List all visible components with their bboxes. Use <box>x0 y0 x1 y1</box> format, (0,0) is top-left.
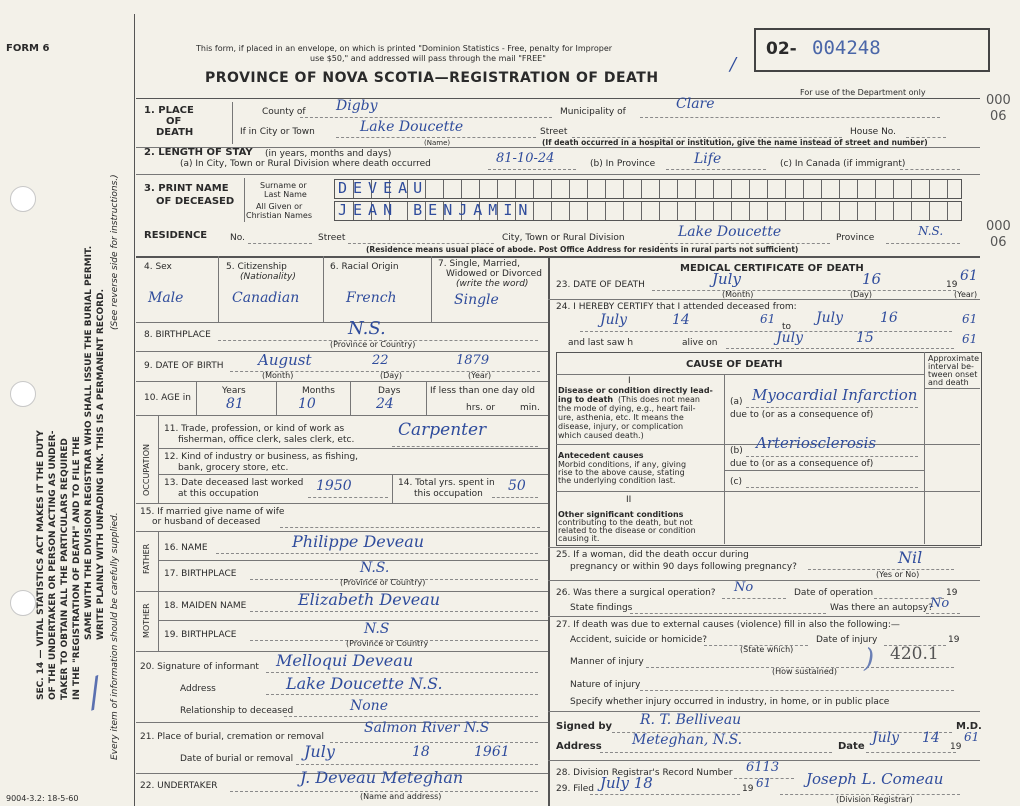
county-line <box>300 117 552 118</box>
record-number-label: 28. Division Registrar's Record Number <box>556 768 733 778</box>
cause-c-line <box>746 487 918 488</box>
disease-label: ing to death <box>558 395 614 404</box>
manner-label: Manner of injury <box>570 657 644 667</box>
side-instruction: SAME WITH THE DIVISION REGISTRAR WHO SHALL ISSUE THE BURIAL PERMIT. <box>84 245 94 640</box>
antecedent-label: rise to the above cause, stating <box>558 468 685 477</box>
dob-month-hint: (Month) <box>262 371 294 380</box>
grid-line <box>323 256 324 322</box>
nature-line <box>640 690 954 691</box>
place-of-death-label: 1. PLACE <box>144 105 194 116</box>
side-code: 06 <box>990 109 1007 124</box>
last-seen-label-b: alive on <box>682 338 718 348</box>
grid-line <box>392 474 393 503</box>
punch-hole <box>10 186 36 212</box>
occupation-12-label: 12. Kind of industry or business, as fishing, <box>164 452 359 462</box>
grid-line <box>276 381 277 415</box>
occupation-14-label: this occupation <box>414 489 483 499</box>
age-under-day: If less than one day old <box>430 386 536 396</box>
handwritten-mark: / <box>730 54 737 75</box>
occupation-13-value: 1950 <box>316 478 352 494</box>
approx-interval: tween onset <box>928 370 978 379</box>
stay-b-value: Life <box>694 151 722 167</box>
citizenship-label: 5. Citizenship <box>226 262 287 272</box>
burial-date-line <box>296 764 538 765</box>
grid-line <box>136 256 980 258</box>
informant-address-value: Lake Doucette N.S. <box>286 674 443 693</box>
attended-from-month: July <box>600 312 628 328</box>
grid-line <box>556 491 980 492</box>
burial-date-month: July <box>304 742 335 761</box>
occupation-14-line <box>492 497 538 498</box>
grid-line <box>158 415 159 503</box>
grid-line <box>548 256 550 806</box>
given-label: Christian Names <box>246 211 312 220</box>
side-instruction: (See reverse side for instructions.) <box>110 174 120 330</box>
grid-line <box>136 381 548 382</box>
side-instruction: Every item of information should be carefully supplied. <box>110 512 120 760</box>
cause-b-value: Arteriosclerosis <box>756 434 877 452</box>
burial-date-year: 1961 <box>474 744 510 760</box>
father-side-label: FATHER <box>142 543 151 574</box>
signer-address-value: Meteghan, N.S. <box>632 732 743 748</box>
grid-line <box>158 474 548 475</box>
approx-interval: and death <box>928 378 969 387</box>
grid-line <box>196 381 197 415</box>
antecedent-label: Antecedent causes <box>558 451 644 460</box>
death-date-year: 61 <box>960 268 978 284</box>
grid-line <box>548 616 980 617</box>
occupation-11-label: fisherman, office clerk, sales clerk, etc. <box>178 435 355 445</box>
mother-maiden-label: 18. MAIDEN NAME <box>164 601 247 611</box>
last-seen-label: and last saw h <box>568 338 634 348</box>
disease-label: which caused death.) <box>558 431 644 440</box>
burial-place-label: 21. Place of burial, cremation or removal <box>140 732 324 742</box>
due-to-b: due to (or as a consequence of) <box>730 459 874 469</box>
house-label: House No. <box>850 127 897 137</box>
undertaker-value: J. Deveau Meteghan <box>300 768 464 787</box>
grid-line <box>431 256 432 322</box>
other-conditions-label: causing it. <box>558 534 600 543</box>
age-hours: hrs. or <box>466 403 496 413</box>
side-code: 000 <box>986 219 1011 234</box>
residence-no-label: No. <box>230 233 245 243</box>
occupation-side-label: OCCUPATION <box>142 443 151 496</box>
city-label: If in City or Town <box>240 127 315 137</box>
attended-to: to <box>782 322 792 332</box>
death-year-hint: (Year) <box>954 290 978 299</box>
autopsy-line <box>926 613 960 614</box>
residence-note: (Residence means usual place of abode. Post Office Address for residents in rural parts not sufficient) <box>366 245 799 254</box>
grid-line <box>548 711 980 712</box>
city-name-hint: (Name) <box>424 139 451 147</box>
signer-date-day: 14 <box>922 730 940 746</box>
mother-maiden-line <box>250 611 538 612</box>
hospital-note: (If death occurred in a hospital or institution, give the name instead of street and number) <box>542 138 928 147</box>
punch-hole <box>10 590 36 616</box>
occupation-12-label: bank, grocery store, etc. <box>178 463 289 473</box>
father-birthplace-hint: (Province or Country) <box>340 578 426 587</box>
disease-label: ure, asthenia, etc. It means the <box>558 413 684 422</box>
signed-by-value: R. T. Belliveau <box>640 712 742 728</box>
mother-birthplace-value: N.S <box>364 621 390 637</box>
grid-line <box>724 470 924 471</box>
other-conditions-label: Other significant conditions <box>558 510 684 519</box>
surname-boxes <box>334 179 962 199</box>
burial-date-label: Date of burial or removal <box>180 754 294 764</box>
surgery-line <box>722 598 786 599</box>
cause-a-label: (a) <box>730 397 743 407</box>
grid-line <box>350 381 351 415</box>
stay-b-label: (b) In Province <box>590 159 656 169</box>
stay-a-value: 81-10-24 <box>496 151 555 166</box>
citizenship-value: Canadian <box>232 290 300 306</box>
age-years-value: 81 <box>226 396 244 412</box>
grid-line <box>924 388 980 389</box>
mother-side-label: MOTHER <box>142 603 151 638</box>
birthplace-value: N.S. <box>348 318 386 339</box>
cause-heading: CAUSE OF DEATH <box>686 359 783 370</box>
filed-value: July 18 <box>600 774 653 792</box>
age-days-value: 24 <box>376 396 394 412</box>
stay-a-label: (a) In City, Town or Rural Division where death occurred <box>180 159 431 169</box>
autopsy-value: No <box>930 596 950 611</box>
cause-b-label: (b) <box>730 446 743 456</box>
cause-c-label: (c) <box>730 477 742 487</box>
city-value: Lake Doucette <box>360 119 464 135</box>
specify-label: Specify whether injury occurred in industry, in home, or in public place <box>570 697 890 707</box>
reg-prefix: 02- <box>766 39 797 59</box>
death-date-19: 19 <box>946 280 958 290</box>
nature-label: Nature of injury <box>570 680 641 690</box>
stay-b-line <box>666 169 766 170</box>
grid-line <box>158 591 159 651</box>
father-name-value: Philippe Deveau <box>292 532 425 551</box>
occupation-13-label: at this occupation <box>178 489 259 499</box>
burial-place-value: Salmon River N.S <box>364 720 490 736</box>
handwritten-mark: / <box>80 669 108 715</box>
last-seen-month: July <box>776 330 804 346</box>
race-label: 6. Racial Origin <box>330 262 399 272</box>
surname-value: DEVEAU <box>338 179 429 197</box>
dob-year: 1879 <box>456 353 490 368</box>
death-date-day: 16 <box>862 270 882 288</box>
grid-line <box>218 256 219 322</box>
spouse-label: 15. If married give name of wife <box>140 507 285 517</box>
attendance-line <box>580 331 952 332</box>
residence-province-value: N.S. <box>918 224 944 238</box>
approx-interval: interval be- <box>928 362 974 371</box>
attended-from-year: 61 <box>760 312 776 326</box>
mother-maiden-value: Elizabeth Deveau <box>298 590 441 609</box>
county-value: Digby <box>336 98 378 114</box>
operation-date-label: Date of operation <box>794 588 874 598</box>
father-name-line <box>216 553 538 554</box>
how-sustained-hint: (How sustained) <box>772 667 837 676</box>
spouse-line <box>280 527 540 528</box>
signer-date-year: 61 <box>964 730 980 744</box>
filed-line <box>590 794 740 795</box>
bracket-line <box>232 102 233 144</box>
father-birthplace-value: N.S. <box>360 560 390 576</box>
print-name-label: 3. PRINT NAME <box>144 183 229 194</box>
attended-to-month: July <box>816 310 844 326</box>
findings-line <box>630 613 826 614</box>
age-label: 10. AGE in <box>144 393 191 403</box>
last-seen-line <box>726 348 954 349</box>
residence-city-label: City, Town or Rural Division <box>502 233 625 243</box>
residence-city-line <box>660 243 830 244</box>
occupation-13-line <box>308 497 388 498</box>
section-divider <box>136 147 980 148</box>
yes-no-hint: (Yes or No) <box>876 570 920 579</box>
given-names-value: JEAN BENJAMIN <box>338 201 534 219</box>
side-code: 000 <box>986 93 1011 108</box>
undertaker-hint: (Name and address) <box>360 792 442 801</box>
stay-c-line <box>900 169 960 170</box>
length-of-stay-label: 2. LENGTH OF STAY <box>144 147 253 158</box>
registration-number: 004248 <box>812 37 881 59</box>
informant-label: 20. Signature of informant <box>140 662 259 672</box>
surgery-value: No <box>734 580 754 595</box>
last-seen-year: 61 <box>962 332 978 346</box>
informant-line <box>266 672 538 673</box>
marital-label: 7. Single, Married, <box>438 259 520 269</box>
relationship-label: Relationship to deceased <box>180 706 294 716</box>
occupation-11-label: 11. Trade, profession, or kind of work as <box>164 424 345 434</box>
side-instruction: TAKER TO OBTAIN ALL THE PARTICULARS REQUIRED <box>60 438 70 700</box>
grid-line <box>136 351 548 352</box>
section-divider <box>136 174 980 175</box>
mother-birthplace-hint: (Province or Country <box>346 639 429 648</box>
filed-year: 61 <box>756 776 772 790</box>
md-label: M.D. <box>956 721 982 732</box>
sex-label: 4. Sex <box>144 262 172 272</box>
antecedent-label: Morbid conditions, if any, giving <box>558 460 687 469</box>
attended-from-day: 14 <box>672 312 690 328</box>
occupation-11-line <box>392 446 538 447</box>
division-registrar-signature: Joseph L. Comeau <box>806 770 944 788</box>
grid-line <box>136 322 548 323</box>
filed-19: 19 <box>742 784 754 794</box>
death-date-line <box>652 290 956 291</box>
place-of-death-label: DEATH <box>156 127 194 138</box>
form-code: 9004-3.2: 18-5-60 <box>6 794 79 803</box>
dob-day: 22 <box>372 353 389 368</box>
grid-line <box>158 448 548 449</box>
signer-date-month: July <box>872 730 900 746</box>
signer-address-label: Address <box>556 741 602 752</box>
side-instruction: SEC. 14 — VITAL STATISTICS ACT MAKES IT THE DUTY <box>36 430 46 700</box>
division-registrar-hint: (Division Registrar) <box>836 795 913 804</box>
relationship-line <box>284 716 538 717</box>
grid-line <box>724 374 725 544</box>
other-conditions-label: related to the disease or condition <box>558 526 696 535</box>
part-one: I <box>628 376 631 386</box>
icd-code: 420.1 <box>890 644 939 664</box>
informant-address-line <box>266 694 538 695</box>
spouse-label: or husband of deceased <box>152 517 261 527</box>
cause-a-line <box>746 407 918 408</box>
surname-label: Surname or <box>260 181 307 190</box>
residence-province-label: Province <box>836 233 875 243</box>
injury-date-label: Date of injury <box>816 635 878 645</box>
age-months-value: 10 <box>298 396 316 412</box>
record-number-value: 6113 <box>746 760 780 775</box>
undertaker-label: 22. UNDERTAKER <box>140 781 218 791</box>
pregnancy-label: pregnancy or within 90 days following pregnancy? <box>570 562 797 572</box>
disease-label: (This does not mean <box>618 395 700 404</box>
frame-line <box>136 98 980 99</box>
signer-address-line <box>600 752 832 753</box>
signer-date-label: Date <box>838 741 865 752</box>
disease-label: disease, injury, or complication <box>558 422 684 431</box>
form-label: FORM 6 <box>6 43 50 54</box>
birthplace-sub: (Province or Country) <box>330 340 416 349</box>
stay-c-label: (c) In Canada (if immigrant) <box>780 159 906 169</box>
residence-street-label: Street <box>318 233 346 243</box>
death-date-label: 23. DATE OF DEATH <box>556 280 645 290</box>
injury-date-19: 19 <box>948 635 960 645</box>
residence-city-value: Lake Doucette <box>678 224 782 240</box>
occupation-14-value: 50 <box>508 478 526 494</box>
signer-date-line <box>866 752 956 753</box>
residence-no-line <box>248 243 312 244</box>
cause-a-value: Myocardial Infarction <box>752 386 918 404</box>
part-two: II <box>626 495 632 505</box>
death-day-hint: (Day) <box>850 290 873 299</box>
cause-b-line <box>746 456 918 457</box>
informant-value: Melloqui Deveau <box>276 651 414 670</box>
dob-month: August <box>258 351 312 369</box>
grid-line <box>136 415 548 416</box>
print-name-label: OF DECEASED <box>156 196 235 207</box>
surgery-label: 26. Was there a surgical operation? <box>556 588 716 598</box>
autopsy-label: Was there an autopsy? <box>830 603 933 613</box>
approx-interval: Approximate <box>928 354 980 363</box>
age-days-label: Days <box>378 386 401 396</box>
marital-label: Widowed or Divorced <box>446 269 542 279</box>
father-name-label: 16. NAME <box>164 543 208 553</box>
sex-value: Male <box>148 290 184 306</box>
side-instruction: OF THE UNDERTAKER OR PERSON ACTING AS UNDER- <box>48 430 58 700</box>
attended-to-day: 16 <box>880 310 898 326</box>
signer-date-19: 19 <box>950 742 962 752</box>
disease-label: Disease or condition directly lead- <box>558 386 713 395</box>
marital-value: Single <box>454 292 499 308</box>
municipality-label: Municipality of <box>560 107 626 117</box>
antecedent-label: the underlying condition last. <box>558 476 676 485</box>
burial-place-line <box>330 742 538 743</box>
burial-date-day: 18 <box>412 744 430 760</box>
external-causes-label: 27. If death was due to external causes (violence) fill in also the following:— <box>556 620 900 630</box>
findings-label: State findings <box>570 603 633 613</box>
street-label: Street <box>540 127 568 137</box>
grid-line <box>426 381 427 415</box>
occupation-14-label: 14. Total yrs. spent in <box>398 478 495 488</box>
grid-line <box>158 531 159 591</box>
occupation-11-value: Carpenter <box>398 420 487 440</box>
death-date-month: July <box>712 270 741 288</box>
grid-line <box>158 620 548 621</box>
age-years-label: Years <box>222 386 246 396</box>
side-instruction: WRITE PLAINLY WITH UNFADING INK. THIS IS A PERMANENT RECORD. <box>96 289 106 640</box>
grid-line <box>556 374 924 375</box>
side-code: 06 <box>990 235 1007 250</box>
death-month-hint: (Month) <box>722 290 754 299</box>
informant-address-label: Address <box>180 684 216 694</box>
punch-hole <box>10 381 36 407</box>
handwritten-mark: ) <box>864 644 875 674</box>
county-label: County of <box>262 107 306 117</box>
side-instruction: IN THE "REGISTRATION OF DEATH" AND TO FILE THE <box>72 436 82 700</box>
attendance-label: 24. I HEREBY CERTIFY that I attended deceased from: <box>556 302 797 312</box>
race-value: French <box>346 290 397 306</box>
father-birthplace-label: 17. BIRTHPLACE <box>164 569 237 579</box>
last-seen-day: 15 <box>856 330 874 346</box>
accident-label: Accident, suicide or homicide? <box>570 635 708 645</box>
mother-birthplace-label: 19. BIRTHPLACE <box>164 630 237 640</box>
occupation-13-label: 13. Date deceased last worked <box>164 478 304 488</box>
state-which-hint: (State which) <box>740 645 794 654</box>
birthplace-label: 8. BIRTHPLACE <box>144 330 211 340</box>
dob-year-hint: (Year) <box>468 371 492 380</box>
dob-label: 9. DATE OF BIRTH <box>144 361 224 371</box>
bracket-line <box>244 178 245 222</box>
disease-label: the mode of dying, e.g., heart fail- <box>558 404 696 413</box>
margin-rule <box>134 14 135 806</box>
citizenship-sub: (Nationality) <box>240 272 296 282</box>
residence-street-line <box>348 243 494 244</box>
pregnancy-value: Nil <box>898 548 923 567</box>
age-min: min. <box>520 403 540 413</box>
form-title: PROVINCE OF NOVA SCOTIA—REGISTRATION OF DEATH <box>205 70 659 86</box>
grid-line <box>924 352 925 544</box>
grid-line <box>548 580 980 581</box>
grid-line <box>548 299 980 300</box>
dept-use: For use of the Department only <box>800 88 926 97</box>
length-of-stay-sub: (in years, months and days) <box>265 149 392 159</box>
municipality-line <box>640 117 940 118</box>
marital-label: (write the word) <box>456 279 529 289</box>
given-label: All Given or <box>256 202 303 211</box>
municipality-value: Clare <box>676 96 715 112</box>
place-of-death-label: OF <box>166 116 182 127</box>
attended-to-year: 61 <box>962 312 978 326</box>
grid-line <box>158 560 548 561</box>
notice-line: use $50," and addressed will pass through the mail "FREE" <box>310 54 546 63</box>
relationship-value: None <box>350 698 388 714</box>
other-conditions-label: contributing to the death, but not <box>558 518 693 527</box>
residence-province-line <box>886 243 960 244</box>
due-to-a: due to (or as a consequence of) <box>730 410 874 420</box>
filed-label: 29. Filed <box>556 784 594 794</box>
age-months-label: Months <box>302 386 335 396</box>
pregnancy-label: 25. If a woman, did the death occur during <box>556 550 749 560</box>
medical-certificate-heading: MEDICAL CERTIFICATE OF DEATH <box>680 263 864 274</box>
grid-line <box>136 503 548 504</box>
stay-a-line <box>488 169 576 170</box>
residence-label: RESIDENCE <box>144 230 208 241</box>
operation-date-19: 19 <box>946 588 958 598</box>
surname-label: Last Name <box>264 190 307 199</box>
dob-day-hint: (Day) <box>380 371 403 380</box>
notice-line: This form, if placed in an envelope, on which is printed "Dominion Statistics - Free, penalty for Improper <box>196 44 613 53</box>
signed-by-label: Signed by <box>556 721 613 732</box>
